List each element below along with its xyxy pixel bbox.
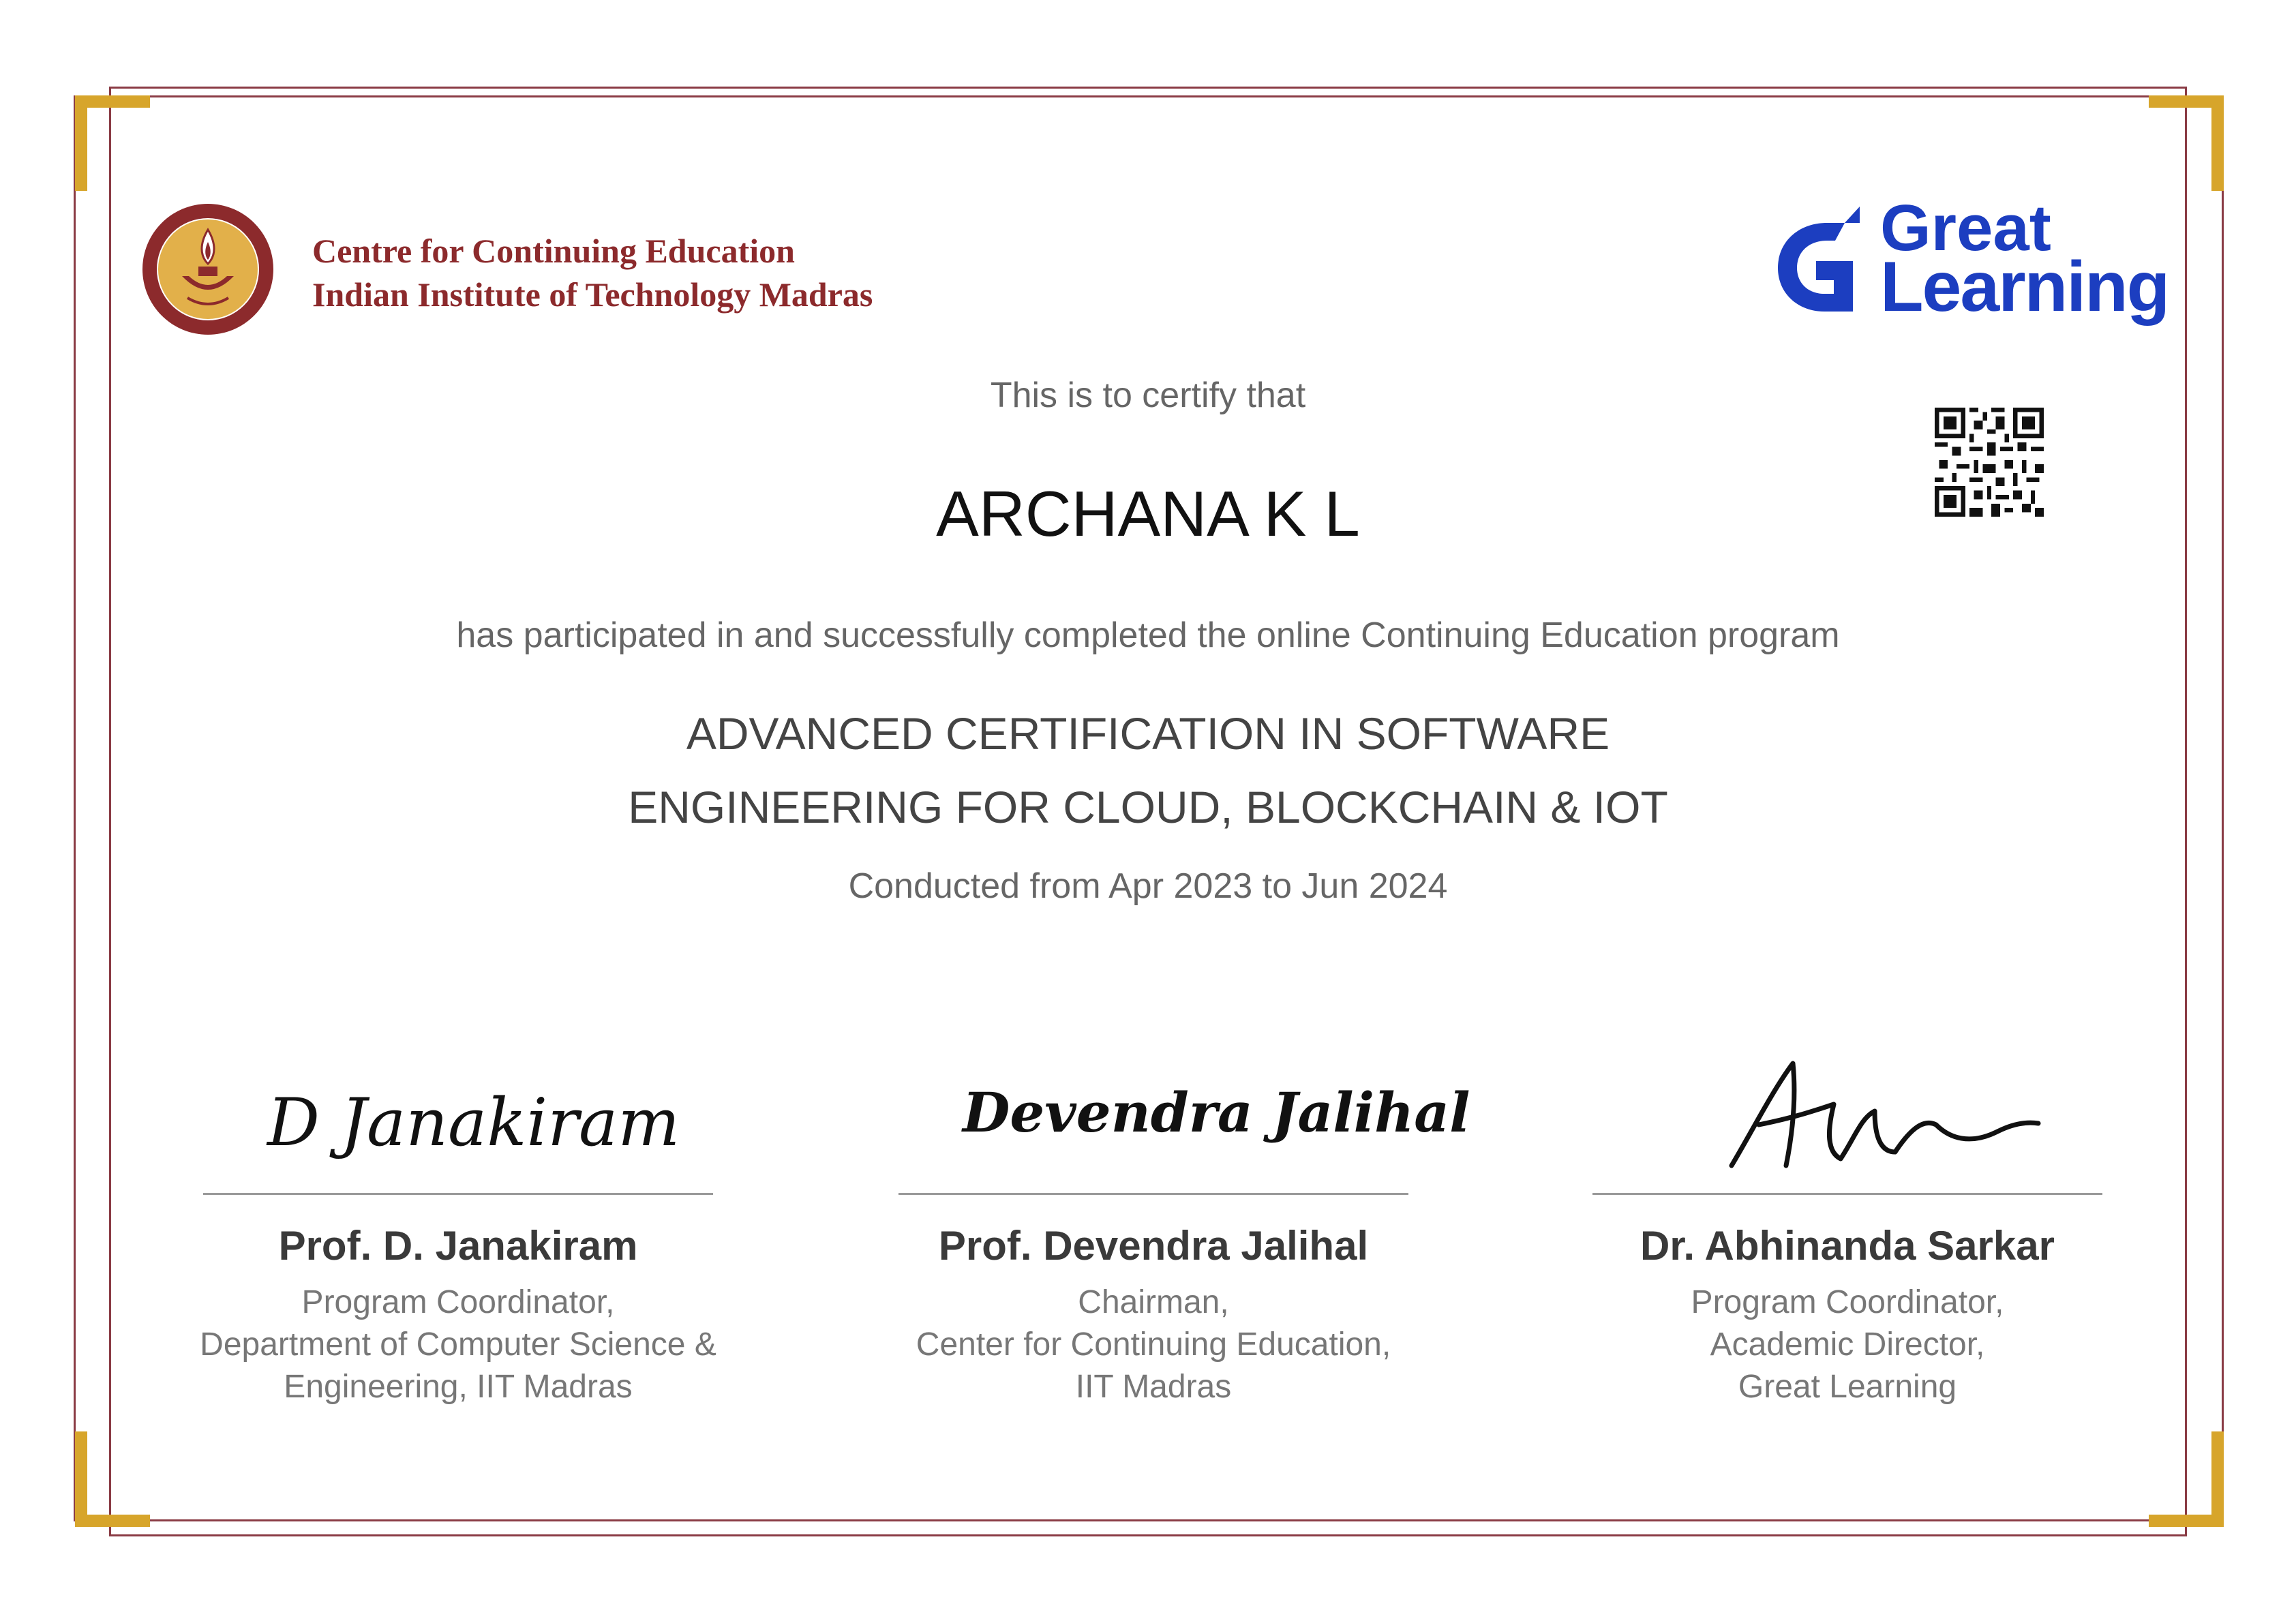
signature-jalihal <box>894 1036 1470 1186</box>
signatory-1 <box>199 1036 717 1408</box>
signatory-role-line-2: Center for Continuing Education, <box>916 1326 1391 1363</box>
signatory-role-line-2: Academic Director, <box>1710 1326 1985 1363</box>
signature-line <box>203 1193 713 1195</box>
signature-janakiram <box>199 1036 717 1186</box>
iitm-seal-icon <box>140 201 276 337</box>
signature-sarkar <box>1588 1036 2106 1186</box>
signatory-role-line-1: Program Coordinator, <box>1691 1284 2004 1320</box>
program-title-line-2: ENGINEERING FOR CLOUD, BLOCKCHAIN & IOT <box>628 782 1668 832</box>
completion-statement: has participated in and successfully completed the online Continuing Education program <box>456 616 1840 655</box>
program-title-line-1: ADVANCED CERTIFICATION IN SOFTWARE <box>686 708 1610 759</box>
signature-line <box>1592 1193 2102 1195</box>
signatory-role <box>199 1281 717 1408</box>
signatory-role-line-3: IIT Madras <box>1075 1369 1232 1405</box>
signatory-role-line-1: Program Coordinator, <box>301 1284 615 1320</box>
program-duration: Conducted from Apr 2023 to Jun 2024 <box>848 866 1448 906</box>
certify-intro: This is to certify that <box>990 376 1306 415</box>
recipient-name: ARCHANA K L <box>936 478 1360 549</box>
signatory-role-line-1: Chairman, <box>1078 1284 1229 1320</box>
signatory-role <box>1588 1281 2106 1408</box>
program-title <box>0 697 2296 844</box>
institution-line-1: Centre for Continuing Education <box>312 232 795 270</box>
corner-ornament-bottom-left <box>75 1425 150 1527</box>
institution-name <box>312 229 926 316</box>
signatory-3 <box>1588 1036 2106 1408</box>
corner-ornament-bottom-right <box>2149 1425 2224 1527</box>
signatory-name: Prof. D. Janakiram <box>278 1223 638 1269</box>
great-learning-word-1: Great <box>1880 192 2051 264</box>
signatory-role-line-2: Department of Computer Science & <box>200 1326 716 1363</box>
great-learning-g-icon <box>1764 201 1867 317</box>
signatory-role-line-3: Great Learning <box>1738 1369 1957 1405</box>
signatory-name: Prof. Devendra Jalihal <box>938 1223 1369 1269</box>
institution-line-2: Indian Institute of Technology Madras <box>312 275 873 314</box>
great-learning-word-2: Learning <box>1880 247 2169 327</box>
signature-line <box>898 1193 1408 1195</box>
signature-jalihal-text: Devendra Jalihal <box>963 1080 1470 1144</box>
signatory-name: Dr. Abhinanda Sarkar <box>1640 1223 2055 1269</box>
signatory-2 <box>894 1036 1470 1408</box>
signatory-role <box>894 1281 1413 1408</box>
corner-ornament-top-left <box>75 95 150 198</box>
signatory-role-line-3: Engineering, IIT Madras <box>284 1369 633 1405</box>
corner-ornament-top-right <box>2149 95 2224 198</box>
great-learning-logo <box>1764 192 2173 327</box>
signature-janakiram-text: D Janakiram <box>267 1084 680 1161</box>
